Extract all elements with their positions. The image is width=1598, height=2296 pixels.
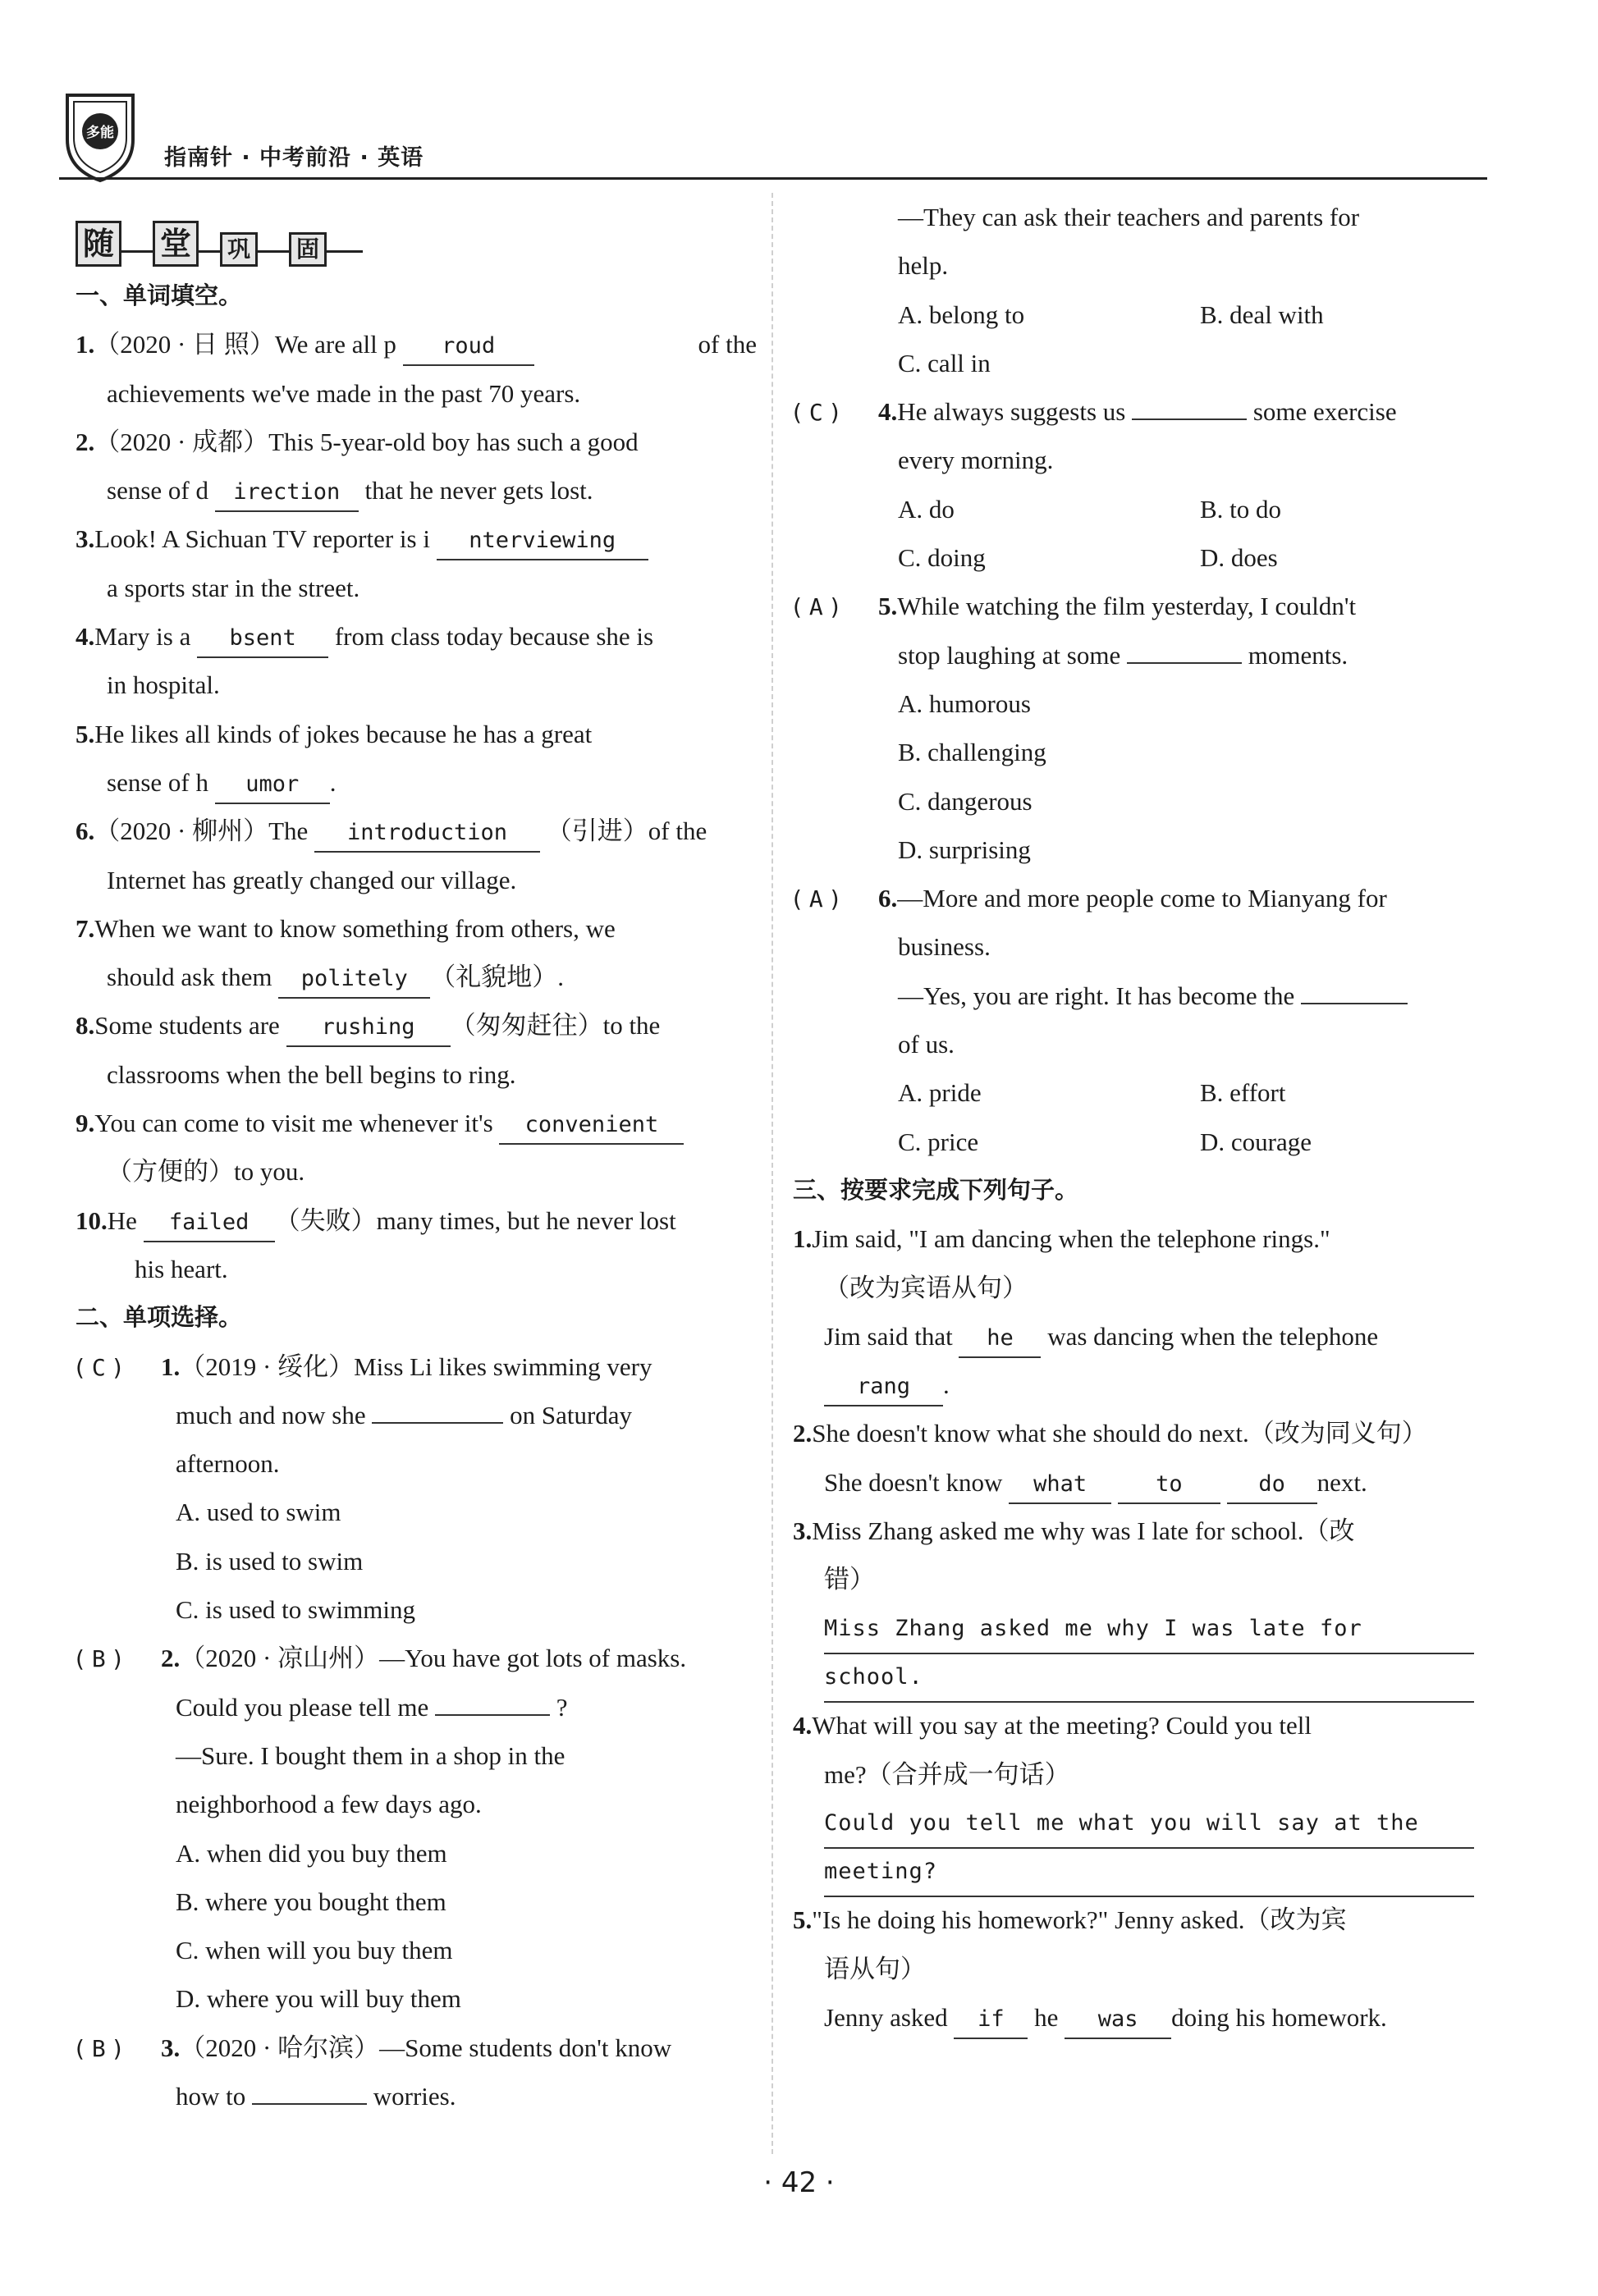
s2-q3-answer: B (91, 2034, 106, 2062)
s2-q2-line3: —Sure. I bought them in a shop in the (176, 1740, 565, 1770)
s2-q1-line2 (76, 1391, 757, 1439)
s2-q3-text-2b: worries. (373, 2081, 456, 2111)
s2-q4-num: 4. (878, 397, 898, 427)
s2-q6-line1 (793, 874, 1474, 922)
s2-q6-text-1: —More and more people come to Mianyang for (897, 884, 1387, 913)
s2-q6-num: 6. (878, 884, 898, 913)
s3-item4-text-1: What will you say at the meeting? Could you tell (812, 1711, 1312, 1740)
s2-q1-option-c: C. is used to swimming (176, 1595, 415, 1625)
s3-item4-answer-line2 (793, 1847, 1474, 1896)
s3-item5-text-3c: doing his homework. (1171, 2002, 1387, 2032)
s3-item3-answer-1: Miss Zhang asked me why I was late for (824, 1604, 1474, 1654)
s1-item5-num: 5. (76, 719, 95, 748)
s2-q6-options-row1 (793, 1068, 1474, 1117)
s2-q1-text-1: （2019 · 绥化）Miss Li likes swimming very (180, 1352, 652, 1381)
s3-item5-num: 5. (793, 1905, 813, 1935)
s2-q2-text-1: （2020 · 凉山州）—You have got lots of masks. (180, 1644, 687, 1673)
s3-item2-answer3: do (1227, 1468, 1317, 1504)
s3-item4-answer-2: meeting? (824, 1847, 1474, 1897)
section-banner (76, 193, 757, 268)
s1-item3-num: 3. (76, 524, 95, 554)
s2-q4-line2: every morning. (898, 446, 1054, 475)
s2-q5-option-b: B. challenging (898, 738, 1046, 767)
s2-q2-text-2a: Could you please tell me (176, 1692, 429, 1722)
s2-q1-answer: C (91, 1353, 106, 1381)
s2-q4-line1 (793, 387, 1474, 436)
s3-item1-answer2: rang (824, 1370, 943, 1406)
s2-q5-num: 5. (878, 592, 898, 621)
s3-item1-line2: （改为宾语从句） (824, 1273, 1028, 1302)
s2-q1-option-b: B. is used to swim (176, 1546, 364, 1576)
s2-q3-line4: help. (898, 251, 949, 281)
s1-item8-text-a: Some students are (94, 1011, 280, 1041)
s1-item7-text: When we want to know something from others, we (94, 913, 616, 943)
s3-item5-line2: 语从句） (824, 1954, 926, 1983)
s2-q4-option-a: A. do (898, 494, 955, 524)
s3-item2-text-2a: She doesn't know (824, 1467, 1003, 1497)
s1-item9-answer: convenient (499, 1109, 684, 1145)
s1-item1-num: 1. (76, 330, 95, 359)
s3-item4-answer-line1 (793, 1799, 1474, 1847)
s2-q6-line3 (793, 972, 1474, 1020)
column-divider (772, 193, 773, 2154)
s3-item2-text-1: She doesn't know what she should do next.（改为同义句） (812, 1419, 1427, 1448)
s2-q5-text-1: While watching the film yesterday, I couldn't (897, 592, 1357, 621)
s1-item9-line1 (76, 1099, 757, 1147)
s1-item2-num: 2. (76, 427, 95, 456)
s2-q3-line2 (76, 2072, 757, 2120)
s2-q4-text-1b: some exercise (1252, 397, 1397, 427)
s1-item5-text: He likes all kinds of jokes because he has a great (94, 719, 593, 748)
s2-q2-line4: neighborhood a few days ago. (176, 1790, 482, 1819)
banner-char-4: 固 (289, 232, 327, 267)
s2-q6-answer-paren: ( A ) (793, 885, 840, 913)
s2-q4-option-d: D. does (1200, 543, 1278, 573)
s1-item10-num: 10. (76, 1205, 108, 1235)
s3-item1-answer1: he (959, 1322, 1041, 1358)
s1-item2-text: （2020 · 成都）This 5-year-old boy has such a good (94, 427, 639, 456)
s3-item5-answer2: was (1065, 2003, 1171, 2039)
s1-item2-line2 (76, 466, 757, 515)
s1-item6-text-b: （引进）of the (546, 816, 707, 846)
s2-q5-text-2a: stop laughing at some (898, 640, 1121, 670)
s3-item1-text-4b: . (943, 1370, 950, 1400)
left-column (76, 193, 757, 2120)
s1-item1-text-a: （2020 · 日 照）We are all p (94, 330, 396, 359)
s2-q4-options-row1 (793, 485, 1474, 533)
s3-item1-text-3b: was dancing when the telephone (1047, 1321, 1379, 1351)
s2-q4-blank (1132, 387, 1247, 420)
header-title: 指南针 · 中考前沿 · 英语 (164, 145, 424, 171)
s1-item4-num: 4. (76, 622, 95, 652)
s1-item6-num: 6. (76, 816, 95, 846)
s1-item3-line2: a sports star in the street. (107, 573, 360, 602)
s2-q2-line1 (76, 1634, 757, 1682)
s2-q2-blank (435, 1683, 550, 1716)
s3-item5-text-1: "Is he doing his homework?" Jenny asked.（改为宾 (812, 1905, 1347, 1935)
s3-item5-line1 (793, 1896, 1474, 1944)
s2-q1-line1 (76, 1342, 757, 1391)
s1-item7-answer: politely (278, 963, 430, 999)
s1-item2-line1 (76, 418, 757, 466)
s2-q3-option-a: A. belong to (898, 300, 1025, 329)
s3-item4-answer-1: Could you tell me what you will say at the (824, 1799, 1474, 1849)
s1-item1-answer: roud (403, 330, 534, 366)
s2-q3-line1 (76, 2024, 757, 2072)
s1-item8-line2: classrooms when the bell begins to ring. (107, 1059, 516, 1089)
s1-item9-line2: （方便的）to you. (107, 1157, 305, 1187)
s2-q2-text-2b: ? (556, 1692, 568, 1722)
s1-item3-line1 (76, 515, 757, 563)
s2-q6-text-3a: —Yes, you are right. It has become the (898, 981, 1295, 1010)
s1-item5-line1 (76, 710, 757, 758)
s1-item6-answer: introduction (314, 816, 540, 853)
s3-item5-text-3a: Jenny asked (824, 2002, 948, 2032)
s2-q3-options-row1 (793, 290, 1474, 339)
s3-item5-line3 (793, 1993, 1474, 2042)
s2-q1-option-a: A. used to swim (176, 1498, 341, 1527)
s2-q4-options-row2 (793, 533, 1474, 582)
s2-q6-option-c: C. price (898, 1127, 979, 1156)
s3-item2-text-2b: next. (1316, 1467, 1367, 1497)
s2-q2-line2 (76, 1683, 757, 1731)
s1-item1-line1 (76, 320, 757, 368)
s1-item9-text-a: You can come to visit me whenever it's (94, 1109, 493, 1138)
s2-q5-option-c: C. dangerous (898, 786, 1033, 816)
s1-item2-answer: irection (215, 476, 359, 512)
s2-q4-text-1a: He always suggests us (897, 397, 1126, 427)
s3-item3-num: 3. (793, 1516, 813, 1546)
s3-item3-answer-2: school. (824, 1653, 1474, 1703)
s2-q3-text-2a: how to (176, 2081, 246, 2111)
s1-item2-text-a: sense of d (107, 476, 208, 505)
s2-q2-answer-paren: ( B ) (76, 1645, 122, 1673)
s2-q3-blank (252, 2072, 367, 2105)
s3-item5-text-3b: he (1034, 2002, 1059, 2032)
s3-item1-line3 (793, 1312, 1474, 1361)
s1-item6-line1 (76, 807, 757, 855)
s1-item2-text-b: that he never gets lost. (364, 476, 593, 505)
s3-item2-line1 (793, 1409, 1474, 1457)
s2-q4-answer: C (808, 399, 823, 427)
s2-q3-option-b: B. deal with (1200, 300, 1324, 329)
s2-q1-blank (372, 1391, 503, 1424)
s1-item5-text-a: sense of h (107, 767, 208, 797)
s2-q2-option-a: A. when did you buy them (176, 1838, 447, 1868)
s1-item7-line1 (76, 904, 757, 953)
s3-item4-num: 4. (793, 1711, 813, 1740)
s2-q3-line3: —They can ask their teachers and parents for (898, 203, 1360, 231)
s1-item10-answer: failed (144, 1206, 275, 1242)
s2-q3-text-1: （2020 · 哈尔滨）—Some students don't know (180, 2033, 672, 2062)
s3-item4-line1 (793, 1701, 1474, 1749)
header-rule (59, 177, 1487, 180)
banner-char-3: 巩 (220, 232, 258, 267)
s1-item6-line2: Internet has greatly changed our village. (107, 865, 517, 894)
s2-q2-option-b: B. where you bought them (176, 1887, 446, 1916)
s1-item6-text-a: （2020 · 柳州）The (94, 816, 309, 846)
s1-item4-text-a: Mary is a (94, 622, 191, 652)
logo-text: 多能 (86, 125, 114, 141)
s2-q1-line3: afternoon. (176, 1449, 280, 1479)
s2-q4-answer-paren: ( C ) (793, 399, 840, 427)
s2-q6-answer: A (808, 885, 823, 913)
s2-q3-option-c: C. call in (898, 348, 991, 377)
section2-title: 二、单项选择。 (76, 1303, 243, 1332)
page-header (59, 82, 1487, 184)
section1-title: 一、单词填空。 (76, 281, 243, 309)
s3-item2-answer1: what (1009, 1468, 1111, 1504)
s1-item8-line1 (76, 1001, 757, 1050)
s2-q6-blank (1301, 972, 1408, 1004)
s1-item10-line1 (76, 1196, 757, 1245)
s1-item5-answer: umor (215, 768, 330, 804)
s2-q3-answer-paren: ( B ) (76, 2034, 122, 2062)
s2-q3-num: 3. (161, 2033, 181, 2062)
s1-item8-answer: rushing (286, 1011, 451, 1047)
publisher-logo (59, 90, 141, 184)
s2-q5-option-a: A. humorous (898, 688, 1031, 718)
s3-item1-line1 (793, 1214, 1474, 1263)
s2-q2-num: 2. (161, 1644, 181, 1673)
s3-item2-answer2: to (1118, 1468, 1220, 1504)
s2-q1-text-2a: much and now she (176, 1400, 366, 1429)
s1-item8-num: 8. (76, 1011, 95, 1041)
s1-item3-answer: nterviewing (437, 524, 648, 560)
s3-item2-line2 (793, 1458, 1474, 1507)
s2-q1-text-2b: on Saturday (510, 1400, 633, 1429)
s3-item5-answer1: if (954, 2003, 1028, 2039)
s3-item2-num: 2. (793, 1419, 813, 1448)
s2-q5-text-2b: moments. (1248, 640, 1348, 670)
s1-item10-line2: his heart. (135, 1254, 228, 1283)
s2-q2-option-c: C. when will you buy them (176, 1936, 453, 1965)
s2-q6-options-row2 (793, 1118, 1474, 1166)
s1-item1-line2: achievements we've made in the past 70 years. (107, 378, 581, 408)
s2-q5-option-d: D. surprising (898, 835, 1031, 864)
s1-item1-text-b: of the (698, 330, 757, 359)
s1-item10-text-b: （失败）many times, but he never lost (274, 1205, 676, 1235)
s1-item4-text-b: from class today because she is (334, 622, 654, 652)
s3-item3-line2: 错） (824, 1565, 875, 1594)
s2-q1-num: 1. (161, 1352, 181, 1381)
s2-q5-blank (1127, 631, 1242, 664)
s3-item1-num: 1. (793, 1224, 813, 1254)
banner-char-2: 堂 (153, 221, 199, 267)
s1-item9-num: 9. (76, 1109, 95, 1138)
s2-q5-answer-paren: ( A ) (793, 593, 840, 621)
s2-q5-line2 (793, 631, 1474, 679)
s1-item7-num: 7. (76, 913, 95, 943)
s2-q6-option-d: D. courage (1200, 1127, 1312, 1156)
s1-item4-line2: in hospital. (107, 670, 220, 700)
s2-q2-answer: B (91, 1645, 106, 1673)
s3-item3-line1 (793, 1507, 1474, 1555)
s2-q4-option-b: B. to do (1200, 494, 1282, 524)
s2-q5-line1 (793, 582, 1474, 630)
s3-item4-line2: me?（合并成一句话） (824, 1759, 1070, 1789)
s1-item7-text-b: （礼貌地）. (430, 963, 564, 992)
section3-title: 三、按要求完成下列句子。 (793, 1175, 1079, 1204)
s1-item3-text-a: Look! A Sichuan TV reporter is i (94, 524, 430, 554)
right-column (793, 193, 1474, 2042)
s1-item7-text-a: should ask them (107, 963, 272, 992)
s3-item1-text-1: Jim said, "I am dancing when the telephone rings." (812, 1224, 1330, 1254)
s1-item5-text-b: . (329, 767, 337, 797)
banner-char-1: 随 (76, 221, 121, 267)
s1-item4-line1 (76, 612, 757, 661)
s2-q6-option-a: A. pride (898, 1078, 982, 1108)
s3-item3-answer-line2 (793, 1653, 1474, 1701)
s1-item5-line2 (76, 758, 757, 807)
s2-q6-line4: of us. (898, 1030, 955, 1059)
s2-q1-answer-paren: ( C ) (76, 1353, 122, 1381)
s2-q4-option-c: C. doing (898, 543, 986, 573)
s1-item4-answer: bsent (197, 622, 328, 658)
s3-item1-text-3a: Jim said that (824, 1321, 953, 1351)
s2-q6-line2: business. (898, 932, 991, 962)
s2-q2-option-d: D. where you will buy them (176, 1984, 461, 2014)
s1-item10-text-a: He (107, 1205, 137, 1235)
s1-item8-text-b: （匆匆赶往）to the (450, 1011, 661, 1041)
s2-q5-answer: A (808, 593, 823, 621)
s3-item3-text-1: Miss Zhang asked me why was I late for school.（改 (812, 1516, 1355, 1546)
s3-item1-line4 (793, 1361, 1474, 1409)
s3-item3-answer-line1 (793, 1604, 1474, 1653)
s1-item7-line2 (76, 953, 757, 1001)
s2-q6-option-b: B. effort (1200, 1078, 1286, 1108)
page-number: · 42 · (763, 2166, 835, 2199)
